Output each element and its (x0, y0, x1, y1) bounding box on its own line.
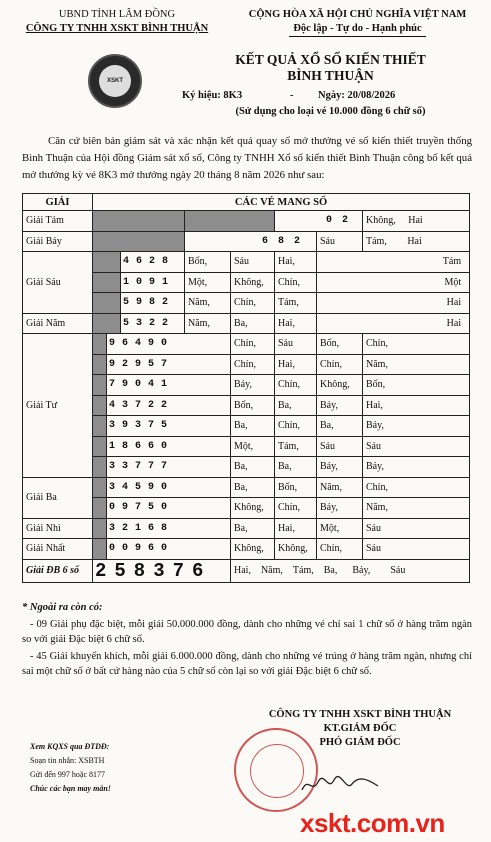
col-header-numbers: CÁC VÉ MANG SỐ (93, 194, 470, 211)
prize-label: Giải Ba (23, 477, 93, 518)
winning-number: 33777 (107, 457, 231, 478)
province-name: UBND TỈNH LÂM ĐỒNG (58, 9, 176, 20)
ticket-type-note: (Sử dụng cho loại vé 10.000 đồng 6 chữ số) (235, 106, 426, 117)
number-word: Tám, (275, 436, 317, 457)
number-words: Hai, Năm, Tám, Ba, Bảy, Sáu (231, 559, 470, 582)
winning-number: 02 (275, 211, 363, 232)
sms-line: Xem KQXS qua ĐTDĐ: (30, 742, 110, 751)
number-word: Bảy, (363, 457, 470, 478)
number-word: Ba, (275, 457, 317, 478)
winning-number: 32168 (107, 518, 231, 539)
number-word: Ba, (231, 477, 275, 498)
signer-role: KT.GIÁM ĐỐC (323, 723, 397, 734)
number-word: Sáu (363, 518, 470, 539)
number-word: Năm, (185, 313, 231, 334)
number-word: Chín, (275, 498, 317, 519)
sms-info (30, 740, 180, 796)
number-word: Bảy, (363, 416, 470, 437)
prize-label: Giải Sáu (23, 252, 93, 314)
table-row (23, 231, 470, 252)
number-word: Bảy, (317, 498, 363, 519)
prize-label: Giải Tám (23, 211, 93, 232)
number-word: Bốn, (275, 477, 317, 498)
number-word: Ba, (275, 395, 317, 416)
number-word: Chín, (275, 272, 317, 293)
number-word: Hai, (363, 395, 470, 416)
winning-number: 39375 (107, 416, 231, 437)
number-word: Tám (317, 252, 470, 273)
table-row (23, 518, 470, 539)
number-word: Sáu (275, 334, 317, 355)
number-word: Chín, (363, 477, 470, 498)
intro-paragraph: Căn cứ biên bản giám sát và xác nhận kết quả quay số mở thưởng vé số kiến thiết truyền thống Bình Thuận của Hội đồng Giám sát xổ số, Công ty TNHH Xổ số kiến thiết Bình Thuận công bố kết quả mở thưởng kỳ vé 8K3 mở thưởng ngày 20 tháng 8 năm 2026 như sau: (22, 135, 472, 181)
prize-label: Giải Nhì (23, 518, 93, 539)
document-title-province: BÌNH THUẬN (287, 68, 374, 83)
special-winning-number: 258376 (93, 559, 231, 582)
winning-number: 09750 (107, 498, 231, 519)
number-word: Chín, (275, 375, 317, 396)
national-motto: Độc lập - Tự do - Hạnh phúc (289, 22, 425, 37)
number-word: Một, (231, 436, 275, 457)
prize-label: Giải Nhất (23, 539, 93, 560)
number-word: Bốn, (363, 375, 470, 396)
number-word: Hai, (275, 313, 317, 334)
note-encouragement-prize: - 45 Giải khuyến khích, mỗi giải 6.000.000 đồng, dành cho những vé trúng ở hàng trăm ngàn, nhưng chỉ sai một chữ số ở bất cứ hàng nào của 5 chữ số còn lại so với giải Đặc biệt 6 chữ số. (22, 651, 472, 677)
number-word: Ba, (231, 518, 275, 539)
sms-line: Chúc các bạn may mắn! (30, 784, 111, 793)
prize-label: Giải Bảy (23, 231, 93, 252)
table-row (23, 211, 470, 232)
red-seal-icon (234, 728, 318, 812)
number-word: Ba, (231, 457, 275, 478)
prize-label: Giải Tư (23, 334, 93, 478)
nation-title: CỘNG HÒA XÃ HỘI CHỦ NGHĨA VIỆT NAM (248, 9, 467, 20)
number-word: Một (317, 272, 470, 293)
number-word: Không, (231, 539, 275, 560)
number-word: Bảy, (317, 457, 363, 478)
number-word: Không, (231, 272, 275, 293)
number-word: Sáu (363, 436, 470, 457)
number-word: Hai, (275, 518, 317, 539)
number-word: Hai, (275, 354, 317, 375)
note-consolation-prize: - 09 Giải phụ đặc biệt, mỗi giải 50.000.000 đồng, dành cho những vé chỉ sai 1 chữ số ở hàng trăm ngàn so với giải Đặc biệt 6 chữ số. (22, 619, 472, 645)
winning-number: 682 (185, 231, 317, 252)
results-table (22, 193, 470, 583)
table-row (23, 539, 470, 560)
logo-emblem: XSKT (99, 65, 131, 97)
number-word: Bốn, (317, 334, 363, 355)
number-word: Năm, (185, 293, 231, 314)
number-word: Năm, (363, 354, 470, 375)
company-name: CÔNG TY TNHH XSKT BÌNH THUẬN (25, 23, 209, 34)
table-row (23, 334, 470, 355)
table-header (23, 194, 470, 211)
table-row (23, 313, 470, 334)
winning-number: 1091 (121, 272, 185, 293)
draw-date: Ngày: 20/08/2026 (318, 90, 396, 101)
number-word: Chín, (231, 354, 275, 375)
winning-number: 43722 (107, 395, 231, 416)
col-header-prize: GIẢI (23, 194, 93, 211)
number-word: Bốn, (185, 252, 231, 273)
header-left (12, 8, 222, 36)
number-word: Năm, (363, 498, 470, 519)
winning-number: 92957 (107, 354, 231, 375)
winning-number: 5322 (121, 313, 185, 334)
number-word: Ba, (231, 416, 275, 437)
notes-title: * Ngoài ra còn có: (22, 602, 103, 613)
ticket-series: Ký hiệu: 8K3 (182, 90, 243, 101)
number-word: Một, (185, 272, 231, 293)
number-word: Tám, Hai (363, 231, 470, 252)
number-word: Ba, (231, 313, 275, 334)
table-row (23, 559, 470, 582)
number-word: Không, (317, 375, 363, 396)
number-word: Chín, (231, 293, 275, 314)
prize-label-special: Giải ĐB 6 số (23, 559, 93, 582)
sms-line: Gửi đến 997 hoặc 8177 (30, 770, 105, 779)
winning-number: 5982 (121, 293, 185, 314)
number-word: Sáu (317, 231, 363, 252)
table-row (23, 477, 470, 498)
winning-number: 18660 (107, 436, 231, 457)
number-word: Chín, (317, 354, 363, 375)
number-word: Bốn, (231, 395, 275, 416)
number-word: Bảy, (317, 395, 363, 416)
separator: - (290, 90, 294, 101)
number-words: Không, Hai (363, 211, 470, 232)
signer-company: CÔNG TY TNHH XSKT BÌNH THUẬN (268, 709, 452, 720)
handwritten-signature-icon (300, 772, 380, 797)
number-word: Hai, (275, 252, 317, 273)
number-word: Bảy, (231, 375, 275, 396)
site-watermark: xskt.com.vn (300, 808, 445, 838)
number-word: Hai (317, 313, 470, 334)
winning-number: 79041 (107, 375, 231, 396)
winning-number: 00960 (107, 539, 231, 560)
number-word: Sáu (363, 539, 470, 560)
seal-inner-ring (250, 744, 304, 798)
number-word: Ba, (317, 416, 363, 437)
document-title: KẾT QUẢ XỔ SỐ KIẾN THIẾT (235, 52, 426, 67)
signer-title: PHÓ GIÁM ĐỐC (319, 737, 401, 748)
number-word: Năm, (317, 477, 363, 498)
header-right (230, 8, 485, 37)
number-word: Không, (231, 498, 275, 519)
number-word: Sáu (317, 436, 363, 457)
number-word: Tám, (275, 293, 317, 314)
number-word: Chín, (275, 416, 317, 437)
number-word: Chín, (231, 334, 275, 355)
winning-number: 4628 (121, 252, 185, 273)
number-word: Hai (317, 293, 470, 314)
sms-line: Soạn tin nhắn: XSBTH (30, 756, 105, 765)
company-logo-icon (88, 54, 142, 108)
prize-label: Giải Năm (23, 313, 93, 334)
winning-number: 34590 (107, 477, 231, 498)
number-word: Không, (275, 539, 317, 560)
number-word: Chín, (363, 334, 470, 355)
winning-number: 96490 (107, 334, 231, 355)
notes-section (22, 600, 472, 681)
number-word: Một, (317, 518, 363, 539)
number-word: Chín, (317, 539, 363, 560)
number-word: Sáu (231, 252, 275, 273)
table-row (23, 252, 470, 273)
